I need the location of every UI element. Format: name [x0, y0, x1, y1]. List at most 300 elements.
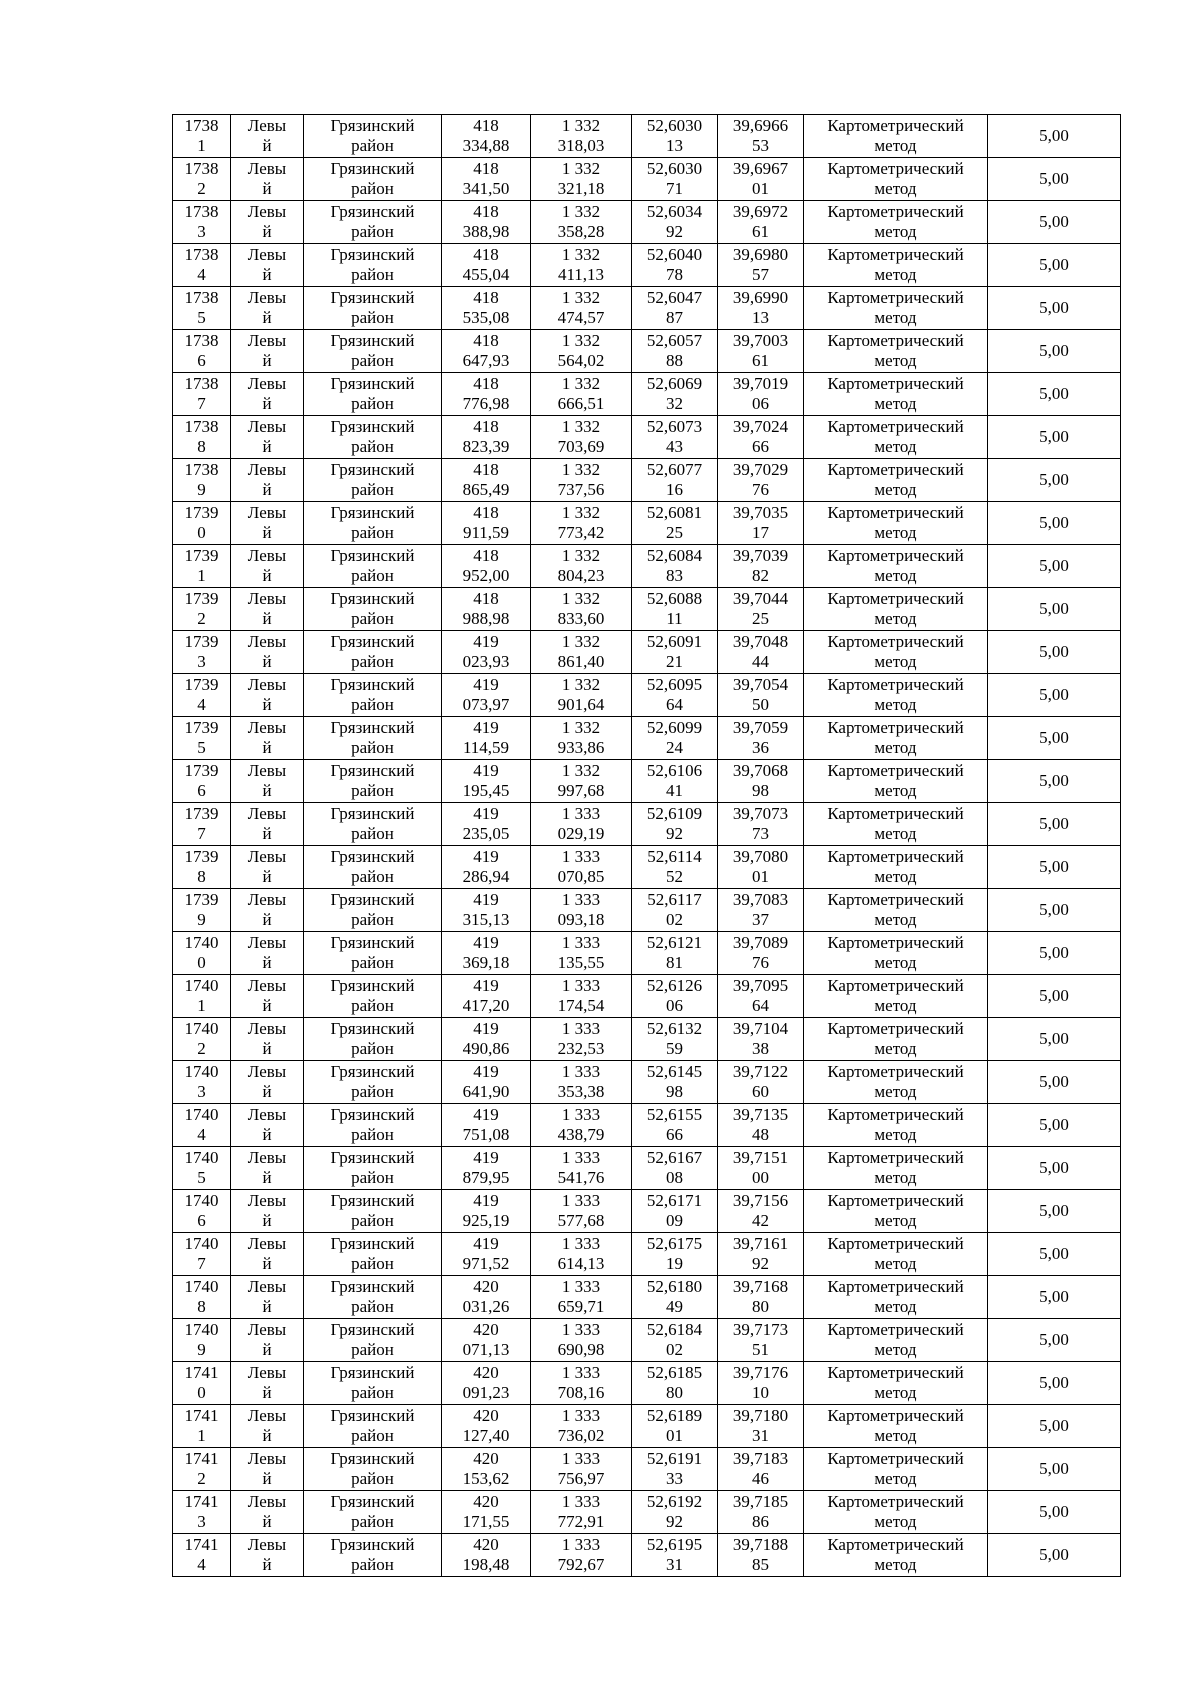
bank-side-cell-line: й [262, 394, 272, 413]
y-coordinate-cell [531, 674, 632, 717]
error-cell: 5,00 [988, 803, 1121, 846]
latitude-cell-line: 52 [666, 867, 683, 886]
district-cell-line: Грязинский [330, 202, 415, 221]
longitude-cell [718, 717, 804, 760]
longitude-cell [718, 1405, 804, 1448]
bank-side-cell-line: Левы [247, 460, 287, 479]
point-number-cell [173, 1362, 231, 1405]
longitude-cell-line: 00 [752, 1168, 769, 1187]
y-coordinate-cell [531, 502, 632, 545]
point-number-cell-line: 1739 [184, 503, 219, 522]
point-number-cell [173, 287, 231, 330]
x-coordinate-cell-line: 420 [473, 1535, 499, 1554]
district-cell-line: Грязинский [330, 718, 415, 737]
bank-side-cell-line: й [262, 136, 272, 155]
point-number-cell-line: 2 [197, 609, 206, 628]
longitude-cell-line: 80 [752, 1297, 769, 1316]
bank-side-cell [231, 287, 304, 330]
x-coordinate-cell [442, 674, 531, 717]
bank-side-cell-line: й [262, 695, 272, 714]
y-coordinate-cell-line: 708,16 [557, 1383, 605, 1402]
point-number-cell-line: 5 [197, 1168, 206, 1187]
table-row [173, 1534, 1121, 1577]
y-coordinate-cell-line: 474,57 [557, 308, 605, 327]
latitude-cell-line: 08 [666, 1168, 683, 1187]
x-coordinate-cell-line: 925,19 [462, 1211, 510, 1230]
longitude-cell-line: 57 [752, 265, 769, 284]
latitude-cell-line: 64 [666, 695, 683, 714]
bank-side-cell [231, 588, 304, 631]
y-coordinate-cell [531, 1276, 632, 1319]
y-coordinate-cell-line: 093,18 [557, 910, 605, 929]
latitude-cell [632, 201, 718, 244]
y-coordinate-cell [531, 1147, 632, 1190]
latitude-cell-line: 52,6109 [646, 804, 703, 823]
latitude-cell-line: 52,6171 [646, 1191, 703, 1210]
x-coordinate-cell [442, 1534, 531, 1577]
district-cell-line: район [351, 394, 394, 413]
y-coordinate-cell-line: 1 332 [561, 460, 601, 479]
method-cell [804, 502, 988, 545]
latitude-cell-line: 25 [666, 523, 683, 542]
latitude-cell-line: 98 [666, 1082, 683, 1101]
x-coordinate-cell-line: 419 [473, 1105, 499, 1124]
method-cell-line: Картометрический [827, 1277, 964, 1296]
x-coordinate-cell-line: 073,97 [462, 695, 510, 714]
longitude-cell [718, 1276, 804, 1319]
longitude-cell [718, 459, 804, 502]
district-cell-line: район [351, 652, 394, 671]
y-coordinate-cell-line: 901,64 [557, 695, 605, 714]
error-cell: 5,00 [988, 1534, 1121, 1577]
method-cell [804, 803, 988, 846]
y-coordinate-cell-line: 756,97 [557, 1469, 605, 1488]
bank-side-cell-line: Левы [247, 804, 287, 823]
latitude-cell [632, 1491, 718, 1534]
x-coordinate-cell-line: 418 [473, 546, 499, 565]
y-coordinate-cell [531, 846, 632, 889]
bank-side-cell [231, 1534, 304, 1577]
latitude-cell [632, 1104, 718, 1147]
y-coordinate-cell-line: 1 332 [561, 116, 601, 135]
method-cell-line: Картометрический [827, 546, 964, 565]
longitude-cell [718, 1319, 804, 1362]
method-cell [804, 244, 988, 287]
latitude-cell-line: 13 [666, 136, 683, 155]
point-number-cell [173, 1276, 231, 1319]
x-coordinate-cell-line: 417,20 [462, 996, 510, 1015]
point-number-cell-line: 6 [197, 781, 206, 800]
longitude-cell [718, 1534, 804, 1577]
table-row [173, 803, 1121, 846]
district-cell-line: Грязинский [330, 1277, 415, 1296]
bank-side-cell-line: Левы [247, 675, 287, 694]
district-cell-line: Грязинский [330, 589, 415, 608]
error-cell: 5,00 [988, 373, 1121, 416]
error-cell: 5,00 [988, 631, 1121, 674]
longitude-cell [718, 1104, 804, 1147]
method-cell [804, 330, 988, 373]
bank-side-cell [231, 158, 304, 201]
district-cell-line: Грязинский [330, 847, 415, 866]
longitude-cell [718, 330, 804, 373]
method-cell-line: Картометрический [827, 1191, 964, 1210]
method-cell-line: метод [874, 265, 917, 284]
latitude-cell-line: 52,6047 [646, 288, 703, 307]
bank-side-cell-line: й [262, 179, 272, 198]
error-cell: 5,00 [988, 1362, 1121, 1405]
y-coordinate-cell-line: 1 333 [561, 1105, 601, 1124]
longitude-cell-line: 53 [752, 136, 769, 155]
coordinates-table [172, 114, 1121, 1577]
method-cell-line: метод [874, 179, 917, 198]
x-coordinate-cell-line: 419 [473, 847, 499, 866]
district-cell [304, 330, 442, 373]
x-coordinate-cell-line: 418 [473, 288, 499, 307]
latitude-cell [632, 1018, 718, 1061]
y-coordinate-cell [531, 1405, 632, 1448]
district-cell-line: Грязинский [330, 632, 415, 651]
latitude-cell-line: 81 [666, 953, 683, 972]
bank-side-cell-line: й [262, 265, 272, 284]
district-cell [304, 1491, 442, 1534]
method-cell-line: метод [874, 910, 917, 929]
y-coordinate-cell-line: 703,69 [557, 437, 605, 456]
latitude-cell-line: 52,6077 [646, 460, 703, 479]
longitude-cell-line: 42 [752, 1211, 769, 1230]
y-coordinate-cell-line: 666,51 [557, 394, 605, 413]
x-coordinate-cell-line: 420 [473, 1320, 499, 1339]
latitude-cell [632, 330, 718, 373]
method-cell-line: метод [874, 695, 917, 714]
point-number-cell-line: 9 [197, 910, 206, 929]
y-coordinate-cell [531, 889, 632, 932]
longitude-cell-line: 76 [752, 480, 769, 499]
district-cell [304, 1018, 442, 1061]
error-cell: 5,00 [988, 502, 1121, 545]
latitude-cell-line: 52,6192 [646, 1492, 703, 1511]
bank-side-cell-line: Левы [247, 1320, 287, 1339]
bank-side-cell-line: й [262, 652, 272, 671]
y-coordinate-cell-line: 438,79 [557, 1125, 605, 1144]
method-cell-line: Картометрический [827, 976, 964, 995]
latitude-cell [632, 846, 718, 889]
longitude-cell-line: 39,7161 [732, 1234, 789, 1253]
x-coordinate-cell-line: 419 [473, 761, 499, 780]
point-number-cell-line: 7 [197, 1254, 206, 1273]
bank-side-cell-line: й [262, 1211, 272, 1230]
longitude-cell-line: 13 [752, 308, 769, 327]
longitude-cell [718, 1061, 804, 1104]
bank-side-cell-line: й [262, 1039, 272, 1058]
longitude-cell-line: 39,6990 [732, 288, 789, 307]
method-cell-line: метод [874, 1297, 917, 1316]
bank-side-cell-line: й [262, 1512, 272, 1531]
method-cell-line: Картометрический [827, 589, 964, 608]
district-cell [304, 1233, 442, 1276]
y-coordinate-cell-line: 1 333 [561, 1277, 601, 1296]
district-cell [304, 287, 442, 330]
longitude-cell-line: 39,7048 [732, 632, 789, 651]
bank-side-cell-line: Левы [247, 589, 287, 608]
point-number-cell-line: 4 [197, 265, 206, 284]
bank-side-cell-line: Левы [247, 1277, 287, 1296]
latitude-cell-line: 32 [666, 394, 683, 413]
method-cell-line: Картометрический [827, 761, 964, 780]
point-number-cell-line: 2 [197, 1039, 206, 1058]
bank-side-cell [231, 1276, 304, 1319]
district-cell [304, 1061, 442, 1104]
method-cell-line: Картометрический [827, 503, 964, 522]
point-number-cell-line: 1740 [184, 1320, 219, 1339]
y-coordinate-cell-line: 1 332 [561, 374, 601, 393]
district-cell-line: Грязинский [330, 1105, 415, 1124]
bank-side-cell [231, 502, 304, 545]
latitude-cell-line: 71 [666, 179, 683, 198]
latitude-cell [632, 674, 718, 717]
point-number-cell [173, 1190, 231, 1233]
method-cell [804, 1534, 988, 1577]
latitude-cell-line: 52,6088 [646, 589, 703, 608]
latitude-cell-line: 92 [666, 1512, 683, 1531]
y-coordinate-cell-line: 737,56 [557, 480, 605, 499]
x-coordinate-cell-line: 071,13 [462, 1340, 510, 1359]
x-coordinate-cell-line: 419 [473, 1148, 499, 1167]
y-coordinate-cell-line: 933,86 [557, 738, 605, 757]
district-cell-line: Грязинский [330, 675, 415, 694]
error-cell: 5,00 [988, 545, 1121, 588]
y-coordinate-cell-line: 1 333 [561, 804, 601, 823]
latitude-cell [632, 1448, 718, 1491]
table-row [173, 674, 1121, 717]
latitude-cell-line: 52,6132 [646, 1019, 703, 1038]
point-number-cell [173, 975, 231, 1018]
bank-side-cell [231, 545, 304, 588]
table-row [173, 373, 1121, 416]
district-cell-line: Грязинский [330, 976, 415, 995]
x-coordinate-cell [442, 545, 531, 588]
latitude-cell-line: 52,6040 [646, 245, 703, 264]
district-cell-line: Грязинский [330, 1148, 415, 1167]
method-cell-line: Картометрический [827, 718, 964, 737]
method-cell-line: метод [874, 1555, 917, 1574]
point-number-cell-line: 7 [197, 394, 206, 413]
table-row [173, 588, 1121, 631]
point-number-cell-line: 1740 [184, 933, 219, 952]
bank-side-cell [231, 1147, 304, 1190]
x-coordinate-cell [442, 1061, 531, 1104]
error-cell: 5,00 [988, 1104, 1121, 1147]
longitude-cell-line: 39,7054 [732, 675, 789, 694]
latitude-cell-line: 52,6091 [646, 632, 703, 651]
y-coordinate-cell-line: 773,42 [557, 523, 605, 542]
latitude-cell-line: 66 [666, 1125, 683, 1144]
bank-side-cell-line: Левы [247, 761, 287, 780]
district-cell-line: район [351, 1039, 394, 1058]
error-cell: 5,00 [988, 1018, 1121, 1061]
latitude-cell-line: 52,6095 [646, 675, 703, 694]
method-cell [804, 1491, 988, 1534]
x-coordinate-cell-line: 388,98 [462, 222, 510, 241]
y-coordinate-cell-line: 1 332 [561, 546, 601, 565]
district-cell-line: район [351, 523, 394, 542]
x-coordinate-cell [442, 416, 531, 459]
y-coordinate-cell-line: 1 333 [561, 1148, 601, 1167]
method-cell-line: Картометрический [827, 1449, 964, 1468]
method-cell-line: Картометрический [827, 202, 964, 221]
x-coordinate-cell [442, 158, 531, 201]
longitude-cell-line: 39,7168 [732, 1277, 789, 1296]
bank-side-cell [231, 975, 304, 1018]
longitude-cell-line: 48 [752, 1125, 769, 1144]
point-number-cell [173, 588, 231, 631]
district-cell-line: Грязинский [330, 374, 415, 393]
x-coordinate-cell-line: 641,90 [462, 1082, 510, 1101]
y-coordinate-cell-line: 1 332 [561, 417, 601, 436]
point-number-cell-line: 1738 [184, 159, 219, 178]
table-row [173, 1276, 1121, 1319]
latitude-cell [632, 1147, 718, 1190]
x-coordinate-cell-line: 419 [473, 1191, 499, 1210]
x-coordinate-cell [442, 588, 531, 631]
district-cell-line: Грязинский [330, 1320, 415, 1339]
point-number-cell-line: 3 [197, 1082, 206, 1101]
latitude-cell-line: 52,6030 [646, 116, 703, 135]
latitude-cell [632, 416, 718, 459]
bank-side-cell-line: Левы [247, 1406, 287, 1425]
point-number-cell-line: 1740 [184, 1062, 219, 1081]
district-cell-line: Грязинский [330, 546, 415, 565]
table-row [173, 975, 1121, 1018]
point-number-cell-line: 1739 [184, 632, 219, 651]
x-coordinate-cell [442, 889, 531, 932]
longitude-cell-line: 39,6966 [732, 116, 789, 135]
y-coordinate-cell-line: 1 332 [561, 675, 601, 694]
table-row [173, 1104, 1121, 1147]
latitude-cell-line: 52,6084 [646, 546, 703, 565]
latitude-cell-line: 52,6073 [646, 417, 703, 436]
y-coordinate-cell [531, 1233, 632, 1276]
district-cell [304, 115, 442, 158]
y-coordinate-cell [531, 803, 632, 846]
table-row [173, 244, 1121, 287]
latitude-cell-line: 52,6191 [646, 1449, 703, 1468]
point-number-cell-line: 1741 [184, 1535, 219, 1554]
bank-side-cell [231, 416, 304, 459]
longitude-cell [718, 932, 804, 975]
district-cell-line: Грязинский [330, 1535, 415, 1554]
point-number-cell [173, 1104, 231, 1147]
longitude-cell [718, 1018, 804, 1061]
error-cell: 5,00 [988, 459, 1121, 502]
method-cell [804, 373, 988, 416]
method-cell-line: метод [874, 1469, 917, 1488]
district-cell [304, 1405, 442, 1448]
error-cell: 5,00 [988, 201, 1121, 244]
x-coordinate-cell-line: 198,48 [462, 1555, 510, 1574]
error-cell: 5,00 [988, 975, 1121, 1018]
y-coordinate-cell-line: 1 333 [561, 890, 601, 909]
y-coordinate-cell-line: 736,02 [557, 1426, 605, 1445]
x-coordinate-cell [442, 1319, 531, 1362]
x-coordinate-cell-line: 420 [473, 1363, 499, 1382]
point-number-cell-line: 3 [197, 222, 206, 241]
longitude-cell [718, 1190, 804, 1233]
x-coordinate-cell-line: 535,08 [462, 308, 510, 327]
longitude-cell [718, 631, 804, 674]
latitude-cell [632, 1362, 718, 1405]
latitude-cell-line: 02 [666, 910, 683, 929]
district-cell [304, 416, 442, 459]
district-cell [304, 717, 442, 760]
point-number-cell [173, 115, 231, 158]
longitude-cell-line: 36 [752, 738, 769, 757]
method-cell-line: Картометрический [827, 1492, 964, 1511]
x-coordinate-cell-line: 341,50 [462, 179, 510, 198]
x-coordinate-cell [442, 330, 531, 373]
method-cell [804, 1190, 988, 1233]
longitude-cell-line: 39,7183 [732, 1449, 789, 1468]
y-coordinate-cell-line: 321,18 [557, 179, 605, 198]
y-coordinate-cell-line: 690,98 [557, 1340, 605, 1359]
longitude-cell-line: 85 [752, 1555, 769, 1574]
method-cell [804, 1319, 988, 1362]
point-number-cell-line: 1 [197, 996, 206, 1015]
point-number-cell-line: 9 [197, 480, 206, 499]
bank-side-cell [231, 631, 304, 674]
x-coordinate-cell [442, 1491, 531, 1534]
y-coordinate-cell [531, 717, 632, 760]
y-coordinate-cell [531, 459, 632, 502]
bank-side-cell-line: Левы [247, 632, 287, 651]
district-cell-line: Грязинский [330, 804, 415, 823]
district-cell-line: Грязинский [330, 1406, 415, 1425]
x-coordinate-cell-line: 823,39 [462, 437, 510, 456]
district-cell-line: район [351, 824, 394, 843]
y-coordinate-cell [531, 1534, 632, 1577]
district-cell [304, 674, 442, 717]
longitude-cell-line: 39,7068 [732, 761, 789, 780]
method-cell [804, 760, 988, 803]
x-coordinate-cell-line: 195,45 [462, 781, 510, 800]
district-cell-line: Грязинский [330, 460, 415, 479]
error-cell: 5,00 [988, 1061, 1121, 1104]
x-coordinate-cell [442, 502, 531, 545]
x-coordinate-cell-line: 418 [473, 503, 499, 522]
latitude-cell-line: 41 [666, 781, 683, 800]
latitude-cell-line: 11 [666, 609, 683, 628]
latitude-cell-line: 52,6121 [646, 933, 703, 952]
x-coordinate-cell-line: 865,49 [462, 480, 510, 499]
y-coordinate-cell [531, 1104, 632, 1147]
method-cell-line: метод [874, 1168, 917, 1187]
longitude-cell-line: 39,7080 [732, 847, 789, 866]
district-cell-line: Грязинский [330, 1492, 415, 1511]
district-cell-line: район [351, 308, 394, 327]
error-cell: 5,00 [988, 889, 1121, 932]
y-coordinate-cell-line: 1 332 [561, 632, 601, 651]
y-coordinate-cell-line: 232,53 [557, 1039, 605, 1058]
table-row [173, 1147, 1121, 1190]
x-coordinate-cell-line: 455,04 [462, 265, 510, 284]
x-coordinate-cell [442, 1362, 531, 1405]
longitude-cell [718, 1491, 804, 1534]
y-coordinate-cell-line: 174,54 [557, 996, 605, 1015]
y-coordinate-cell-line: 804,23 [557, 566, 605, 585]
longitude-cell-line: 39,7019 [732, 374, 789, 393]
x-coordinate-cell-line: 418 [473, 245, 499, 264]
latitude-cell-line: 52,6184 [646, 1320, 703, 1339]
